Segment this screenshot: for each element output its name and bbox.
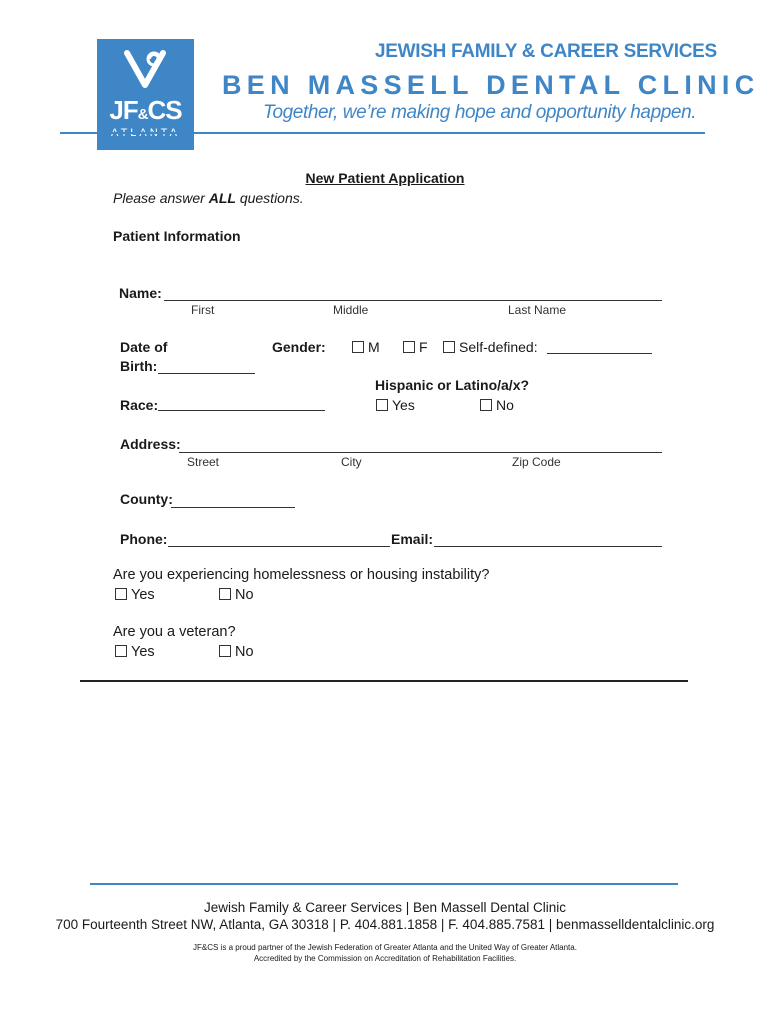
logo-city: ATLANTA: [111, 127, 180, 139]
clinic-name: BEN MASSELL DENTAL CLINIC: [222, 70, 760, 100]
footer-contact-line: 700 Fourteenth Street NW, Atlanta, GA 30318 | P. 404.881.1858 | F. 404.885.7581 | benmasselldentalclinic.org: [55, 917, 715, 932]
homeless-no[interactable]: No: [219, 587, 254, 603]
address-city-caption: City: [341, 455, 362, 469]
checkbox-icon[interactable]: [443, 341, 455, 353]
header-rule: [60, 132, 705, 134]
instructions: Please answer ALL questions.: [113, 190, 304, 206]
name-first-caption: First: [191, 303, 215, 317]
checkbox-icon[interactable]: [480, 399, 492, 411]
gender-label: Gender:: [272, 339, 326, 355]
homeless-question: Are you experiencing homelessness or housing instability?: [113, 567, 490, 583]
gender-option-m[interactable]: M: [352, 339, 380, 355]
county-label: County:: [120, 491, 173, 507]
footer-partner-note: JF&CS is a proud partner of the Jewish Federation of Greater Atlanta and the United Way of Greater Atlanta.: [193, 943, 577, 952]
footer-org-line: Jewish Family & Career Services | Ben Massell Dental Clinic: [203, 900, 567, 915]
checkbox-icon[interactable]: [376, 399, 388, 411]
checkbox-icon[interactable]: [115, 645, 127, 657]
hispanic-yes[interactable]: Yes: [376, 397, 415, 413]
gender-option-f[interactable]: F: [403, 339, 428, 355]
checkbox-icon[interactable]: [219, 645, 231, 657]
dob-label-line2: Birth:: [120, 358, 158, 374]
footer-accreditation-note: Accredited by the Commission on Accreditation of Rehabilitation Facilities.: [253, 954, 517, 963]
veteran-no[interactable]: No: [219, 644, 254, 660]
address-zip-caption: Zip Code: [512, 455, 561, 469]
county-field[interactable]: [171, 507, 295, 508]
address-field[interactable]: [179, 452, 662, 453]
hispanic-no[interactable]: No: [480, 397, 514, 413]
address-street-caption: Street: [187, 455, 220, 469]
name-field[interactable]: [164, 300, 662, 301]
phone-label: Phone:: [120, 531, 168, 547]
veteran-question: Are you a veteran?: [113, 624, 236, 640]
logo-wordmark: JF&CS: [109, 95, 182, 125]
name-label: Name:: [119, 285, 162, 301]
homeless-yes[interactable]: Yes: [115, 587, 155, 603]
dob-field[interactable]: [158, 373, 255, 374]
form-title: New Patient Application: [305, 170, 465, 186]
checkbox-icon[interactable]: [403, 341, 415, 353]
race-label: Race:: [120, 397, 159, 413]
person-logo-icon: [97, 45, 194, 95]
tagline: Together, we’re making hope and opportunity happen.: [263, 102, 697, 123]
org-name: JEWISH FAMILY & CAREER SERVICES: [375, 41, 717, 62]
checkbox-icon[interactable]: [219, 588, 231, 600]
name-middle-caption: Middle: [333, 303, 369, 317]
checkbox-icon[interactable]: [352, 341, 364, 353]
dob-label-line1: Date of: [120, 339, 168, 355]
section-title: Patient Information: [113, 228, 241, 244]
email-field[interactable]: [434, 546, 662, 547]
section-divider: [80, 680, 688, 682]
hispanic-label: Hispanic or Latino/a/x?: [375, 377, 530, 393]
gender-option-self-defined[interactable]: Self-defined:: [443, 339, 538, 355]
footer-rule: [90, 883, 678, 885]
name-last-caption: Last Name: [508, 303, 567, 317]
address-label: Address:: [120, 436, 181, 452]
veteran-yes[interactable]: Yes: [115, 644, 155, 660]
self-defined-field[interactable]: [547, 353, 652, 354]
race-field[interactable]: [158, 410, 325, 411]
phone-field[interactable]: [168, 546, 390, 547]
email-label: Email:: [391, 531, 434, 547]
checkbox-icon[interactable]: [115, 588, 127, 600]
